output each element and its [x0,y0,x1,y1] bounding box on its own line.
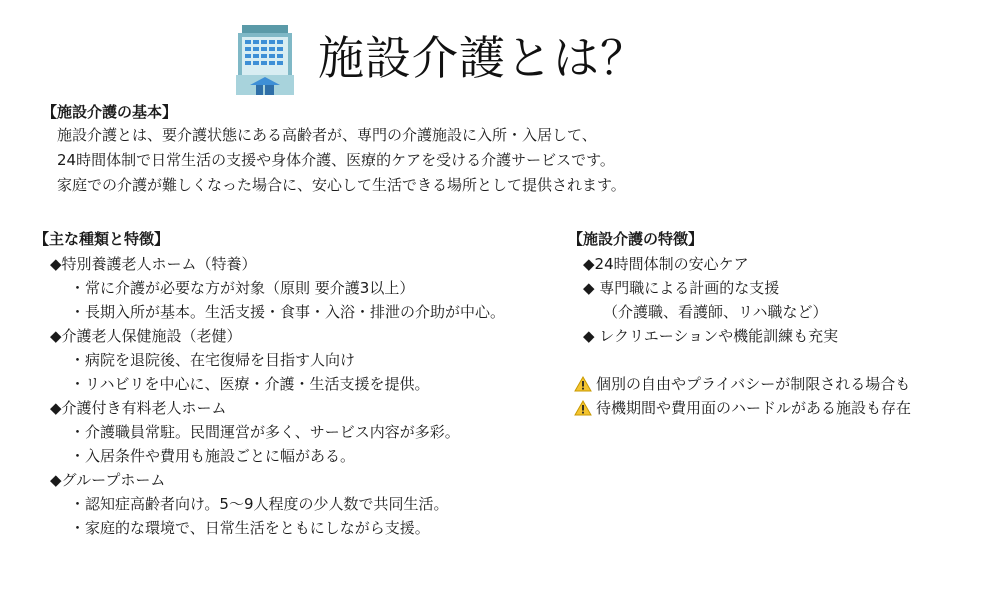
facility-type-detail: ・入居条件や費用も施設ごとに幅がある。 [70,447,356,465]
features-heading: 【施設介護の特徴】 [568,230,704,248]
basics-line: 家庭での介護が難しくなった場合に、安心して生活できる場所として提供されます。 [57,176,626,194]
facility-type-detail: ・リハビリを中心に、医療・介護・生活支援を提供。 [70,375,430,393]
warning-triangle-icon [574,400,592,416]
facility-type-detail: ・常に介護が必要な方が対象（原則 要介護3以上） [70,279,415,297]
warning-triangle-icon [574,376,592,392]
basics-heading: 【施設介護の基本】 [42,103,178,121]
warning-item [574,396,911,420]
facility-type-detail: ・介護職員常駐。民間運営が多く、サービス内容が多彩。 [70,423,460,441]
warning-item [574,372,910,396]
title-area [0,22,1000,102]
office-building-icon [236,25,294,95]
warning-text: 個別の自由やプライバシーが制限される場合も [596,375,911,393]
facility-type-detail: ・病院を退院後、在宅復帰を目指す人向け [70,351,356,369]
facility-type-name: ◆介護老人保健施設（老健） [50,327,242,345]
facility-type-detail: ・長期入所が基本。生活支援・食事・入浴・排泄の介助が中心。 [70,303,506,321]
page-title: 施設介護とは？ [318,31,647,85]
feature-note: （介護職、看護師、リハ職など） [603,303,828,321]
basics-line: 施設介護とは、要介護状態にある高齢者が、専門の介護施設に入所・入居して、 [57,126,597,144]
feature-item: ◆ レクリエーションや機能訓練も充実 [583,327,839,345]
facility-type-name: ◆介護付き有料老人ホーム [50,399,227,417]
feature-item: ◆24時間体制の安心ケア [583,255,749,273]
facility-type-name: ◆グループホーム [50,471,166,489]
facility-type-detail: ・家庭的な環境で、日常生活をともにしながら支援。 [70,519,430,537]
types-heading: 【主な種類と特徴】 [34,230,170,248]
facility-type-name: ◆特別養護老人ホーム（特養） [50,255,257,273]
facility-type-detail: ・認知症高齢者向け。5～9人程度の少人数で共同生活。 [70,495,449,513]
warning-text: 待機期間や費用面のハードルがある施設も存在 [596,399,912,417]
feature-item: ◆ 専門職による計画的な支援 [583,279,780,297]
basics-line: 24時間体制で日常生活の支援や身体介護、医療的ケアを受ける介護サービスです。 [57,151,615,169]
